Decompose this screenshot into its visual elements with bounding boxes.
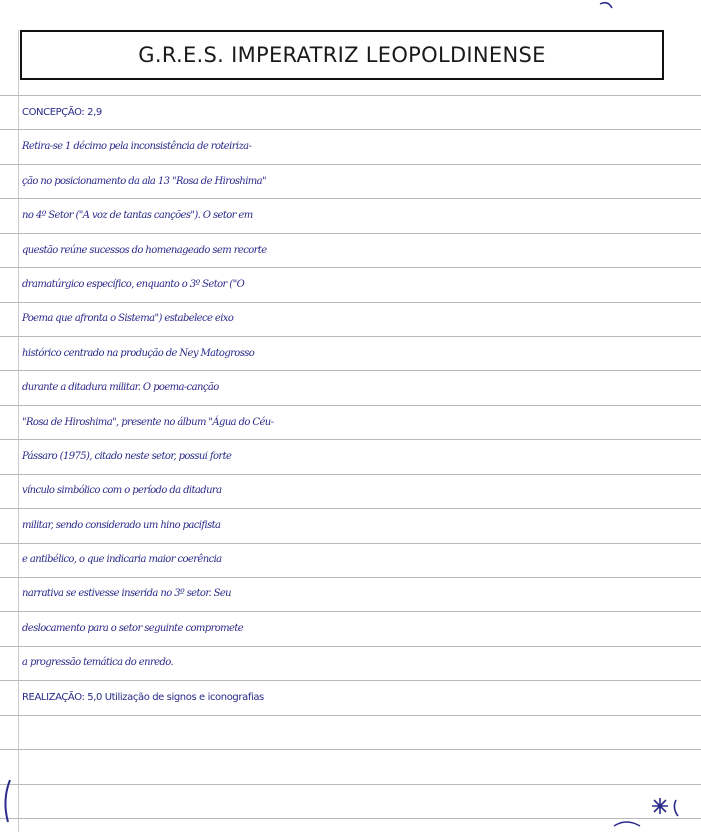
text-line: "Rosa de Hiroshima", presente no álbum "Água do Céu- <box>22 416 274 428</box>
text-line: narrativa se estivesse inserida no 3º setor. Seu <box>22 588 231 600</box>
handwritten-text <box>22 96 701 715</box>
text-line: histórico centrado na produção de Ney Matogrosso <box>22 347 255 359</box>
text-line: deslocamento para o setor seguinte compromete <box>22 622 244 634</box>
header-box <box>20 30 664 80</box>
text-line: Pássaro (1975), citado neste setor, possui forte <box>22 450 232 462</box>
text-line: questão reúne sucessos do homenageado sem recorte <box>22 244 267 256</box>
parenthesis-mark <box>5 780 10 822</box>
text-line: vínculo simbólico com o período da ditadura <box>22 485 222 497</box>
text-line: dramatúrgico específico, enquanto o 3º Setor ("O <box>22 278 245 290</box>
ruled-line <box>0 818 701 819</box>
asterisk-paren-mark <box>674 800 678 816</box>
text-line: durante a ditadura militar. O poema-canção <box>22 382 219 394</box>
text-line: a progressão temática do enredo. <box>22 657 174 669</box>
text-line: ção no posicionamento da ala 13 "Rosa de Hiroshima" <box>22 175 267 187</box>
section-heading-realizacao: REALIZAÇÃO: 5,0 Utilização de signos e iconografias <box>22 691 264 703</box>
edge-scribble <box>614 822 640 826</box>
text-line: Poema que afronta o Sistema") estabelece eixo <box>22 313 234 325</box>
ruled-line <box>0 749 701 750</box>
text-line: Retira-se 1 décimo pela inconsistência de roteiriza- <box>22 141 252 153</box>
page-title: G.R.E.S. IMPERATRIZ LEOPOLDINENSE <box>138 43 546 67</box>
text-line: e antibélico, o que indicaria maior coerência <box>22 554 222 566</box>
corner-scribble <box>600 3 612 8</box>
asterisk-mark <box>652 798 668 814</box>
text-line: militar, sendo considerado um hino pacifista <box>22 519 221 531</box>
text-line: no 4º Setor ("A voz de tantas canções"). O setor em <box>22 210 253 222</box>
ruled-line <box>0 715 701 716</box>
margin-line <box>18 30 19 832</box>
ruled-line <box>0 784 701 785</box>
section-heading-concepcao: CONCEPÇÃO: 2,9 <box>22 107 102 118</box>
